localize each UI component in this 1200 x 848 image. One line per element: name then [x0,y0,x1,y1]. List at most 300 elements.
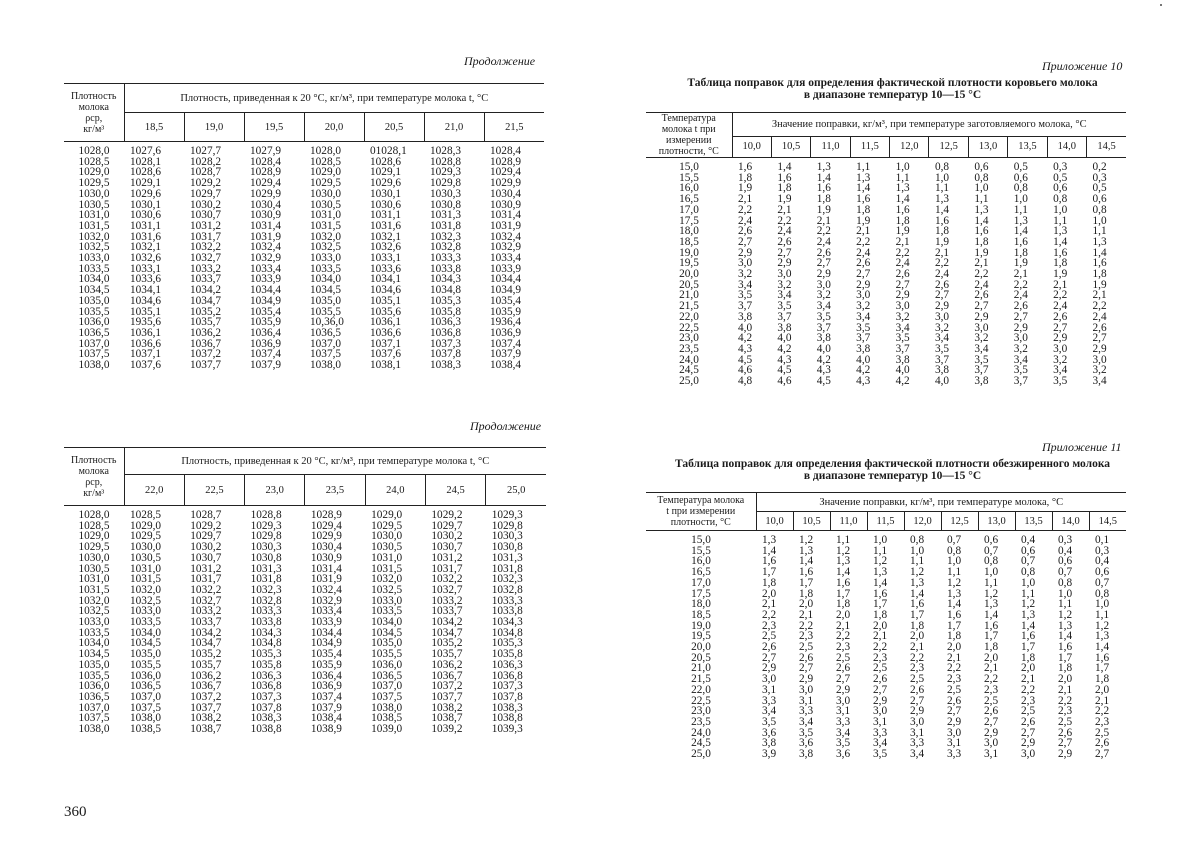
value-cell: 2,3 [910,662,925,675]
value-cell: 2,7 [895,278,910,291]
value-cell: 1035,9 [250,316,282,329]
value-cell: 2,6 [1021,715,1036,728]
value-cell: 1028,6 [370,155,402,168]
value-cell: 1037,3 [491,680,523,693]
value-cell: 1,4 [1058,630,1073,643]
row-label-cell: 1035,5 [78,305,110,318]
row-label-cell: 24,5 [691,737,711,750]
value-cell: 2,3 [984,683,999,696]
first-column-header [64,448,124,506]
value-cell: 1033,0 [130,605,162,618]
value-cell: 2,6 [738,225,753,238]
value-cell: 2,9 [934,300,950,313]
value-cell: 1,1 [984,576,999,589]
value-cell: 2,2 [1021,683,1036,696]
value-cell: 1038,5 [371,712,403,725]
row-label-cell: 15,0 [691,534,711,546]
value-cell: 2,1 [947,651,962,664]
value-cell: 1029,7 [190,187,222,200]
value-cell: 1031,4 [490,209,522,222]
value-cell: 3,2 [816,289,831,302]
value-cell: 1029,3 [491,509,523,521]
value-cell: 1,6 [738,161,753,173]
value-cell: 2,6 [910,683,925,696]
value-cell: 1029,9 [250,187,282,200]
value-cell: 1,2 [1058,608,1073,621]
value-cell: 0,7 [1095,576,1110,589]
value-cell: 2,4 [1013,289,1028,302]
value-cell: 2,1 [1095,694,1110,707]
value-cell: 1036,3 [430,316,462,329]
column-header: 11,0 [830,512,867,531]
value-cell: 1036,6 [370,326,402,339]
value-cell: 1,3 [836,555,851,568]
value-cell: 4,0 [738,321,753,334]
value-cell: 3,5 [895,332,910,345]
value-cell: 3,8 [762,737,777,750]
value-cell: 1027,6 [130,145,162,157]
column-header: 23,0 [245,475,305,506]
value-cell: 2,9 [1021,737,1036,750]
table-row [646,376,1126,387]
value-cell: 1034,0 [310,273,342,286]
value-cell: 1036,7 [190,337,222,350]
value-cell: 2,7 [1013,310,1028,323]
table-row [646,205,1126,216]
value-cell: 1037,2 [431,680,463,693]
value-cell: 0,4 [1021,534,1036,546]
value-cell: 0,6 [974,161,989,173]
row-label-cell: 1032,5 [78,605,110,618]
value-cell: 1028,6 [130,166,162,179]
value-cell: 3,2 [1053,353,1068,366]
value-cell: 1032,5 [130,594,162,607]
value-cell: 3,2 [895,310,910,323]
row-label-cell: 20,5 [679,278,699,291]
table4 [646,492,1126,760]
value-cell: 1029,1 [370,166,402,179]
value-cell: 1036,6 [130,337,162,350]
value-cell: 1037,6 [130,359,162,372]
table4-caption: Приложение 11 [1042,440,1122,454]
value-cell: 3,3 [836,715,851,728]
value-cell: 1,8 [1092,268,1107,281]
first-column-header-line: плотности, °С [670,517,731,528]
value-cell: 1036,9 [250,337,282,350]
value-cell: 1,9 [1053,268,1068,281]
value-cell: 1036,1 [130,326,162,339]
value-cell: 1,3 [1021,608,1036,621]
group-header: Значение поправки, кг/м³, при температуре заготовляемого молока, °С [732,113,1126,137]
value-cell: 3,5 [974,353,989,366]
value-cell: 2,2 [895,246,910,259]
value-cell: 1,2 [836,544,851,557]
value-cell: 1,8 [1021,651,1036,664]
value-cell: 1,8 [738,171,753,184]
value-cell: 2,4 [895,257,910,270]
value-cell: 3,0 [816,278,831,291]
value-cell: 3,4 [856,310,871,323]
value-cell: 1,3 [910,576,925,589]
row-label-cell: 18,0 [691,598,711,611]
first-column-header-line: Плотность [71,454,117,466]
value-cell: 3,4 [1013,353,1028,366]
value-cell: 1034,3 [430,273,462,286]
value-cell: 2,0 [947,641,962,654]
row-label-cell: 1034,0 [78,637,110,650]
row-label-cell: 19,0 [691,619,711,632]
value-cell: 1,6 [762,555,777,568]
value-cell: 1036,5 [130,680,162,693]
value-cell: 1032,7 [431,583,463,596]
value-cell: 1028,5 [310,155,342,168]
value-cell: 2,1 [777,203,792,216]
first-column-header-line: ρср, [85,112,103,124]
value-cell: 1,7 [873,598,888,611]
value-cell: 3,7 [816,321,831,334]
value-cell: 3,4 [816,300,831,313]
value-cell: 1036,0 [130,669,162,682]
value-cell: 1028,0 [310,145,342,157]
value-cell: 3,2 [974,332,989,345]
row-label-cell: 23,5 [679,342,699,355]
value-cell: 1033,6 [130,273,162,286]
table3-title [660,77,1125,101]
value-cell: 1033,7 [431,605,463,618]
t4-grid [646,492,1126,760]
group-header: Значение поправки, кг/м³, при температуре молока, °С [756,493,1126,512]
value-cell: 1038,3 [250,712,282,725]
value-cell: 1035,1 [130,305,162,318]
value-cell: 0,6 [1013,171,1028,184]
value-cell: 1037,7 [190,701,222,714]
value-cell: 1035,2 [190,305,222,318]
value-cell: 1031,4 [250,219,282,232]
value-cell: 1028,9 [310,509,342,521]
value-cell: 1,4 [1092,246,1107,259]
value-cell: 1031,4 [310,562,342,575]
value-cell: 1037,6 [370,348,402,361]
value-cell: 1,7 [1095,662,1110,675]
value-cell: 1037,0 [371,680,403,693]
value-cell: 2,4 [816,235,831,248]
value-cell: 1,8 [799,587,814,600]
value-cell: 2,9 [910,705,925,718]
value-cell: 1034,2 [431,616,463,629]
value-cell: 2,9 [738,246,753,259]
row-label-cell: 1029,0 [78,530,110,543]
value-cell: 2,9 [799,673,814,686]
column-header: 19,5 [244,113,304,142]
value-cell: 1,1 [910,555,925,568]
value-cell: 1037,4 [310,690,342,703]
value-cell: 2,6 [799,651,814,664]
first-column-header-line: молока t при [661,124,716,135]
value-cell: 1030,0 [130,541,162,554]
value-cell: 1031,2 [190,219,222,232]
value-cell: 1,8 [1013,246,1028,259]
column-header: 11,5 [867,512,904,531]
value-cell: 0,8 [1013,182,1028,195]
value-cell: 2,7 [1095,748,1110,761]
value-cell: 1,9 [1092,278,1107,291]
value-cell: 3,0 [836,694,851,707]
first-column-header [646,113,732,158]
row-label-cell: 18,0 [679,225,699,238]
value-cell: 3,7 [934,353,950,366]
table1 [64,83,544,371]
value-cell: 1029,5 [371,519,403,532]
value-cell: 2,1 [895,235,910,248]
value-cell: 1030,9 [310,551,342,564]
value-cell: 1036,8 [430,326,462,339]
value-cell: 0,6 [1058,555,1073,568]
value-cell: 2,3 [799,630,814,643]
column-header: 13,0 [978,512,1015,531]
value-cell: 1034,7 [431,626,463,639]
value-cell: 1033,5 [371,605,403,618]
table4-title [660,458,1125,482]
row-label-cell: 1032,5 [78,241,110,254]
value-cell: 1031,0 [130,562,162,575]
row-label-cell: 23,0 [691,705,711,718]
value-cell: 1032,9 [250,252,282,265]
value-cell: 1,3 [1092,235,1107,248]
value-cell: 2,0 [910,630,925,643]
row-label-cell: 21,0 [679,289,699,302]
value-cell: 1034,5 [130,637,162,650]
value-cell: 4,5 [777,364,792,377]
value-cell: 1031,9 [490,219,522,232]
value-cell: 1038,8 [491,712,523,725]
value-cell: 1033,7 [190,273,222,286]
value-cell: 3,2 [777,278,792,291]
row-label-cell: 1033,0 [78,252,110,265]
value-cell: 1031,7 [190,230,222,243]
value-cell: 1,6 [1013,235,1028,248]
row-label-cell: 1033,5 [78,262,110,275]
value-cell: 1035,2 [431,637,463,650]
value-cell: 3,1 [873,715,888,728]
value-cell: 1028,9 [250,166,282,179]
value-cell: 4,2 [816,353,831,366]
value-cell: 1038,5 [130,723,162,736]
value-cell: 1030,5 [130,551,162,564]
column-header: 24,0 [365,475,425,506]
value-cell: 2,0 [836,608,851,621]
row-label-cell: 15,0 [679,161,699,173]
value-cell: 1033,8 [430,262,462,275]
row-label-cell: 23,5 [691,715,711,728]
value-cell: 2,3 [836,641,851,654]
value-cell: 1,1 [974,193,989,206]
value-cell: 2,2 [947,662,962,675]
value-cell: 2,9 [895,289,910,302]
value-cell: 2,7 [799,662,814,675]
value-cell: 3,0 [873,705,888,718]
value-cell: 1,6 [799,566,814,579]
value-cell: 3,7 [1013,375,1028,388]
value-cell: 2,6 [1053,310,1068,323]
value-cell: 1033,9 [250,273,282,286]
value-cell: 1030,4 [250,198,282,211]
value-cell: 1035,2 [190,648,222,661]
value-cell: 1032,6 [370,241,402,254]
value-cell: 3,2 [1013,342,1028,355]
value-cell: 2,1 [816,214,831,227]
value-cell: 1,6 [1095,651,1110,664]
value-cell: 1,2 [1095,619,1110,632]
value-cell: 2,2 [738,203,753,216]
row-label-cell: 1029,0 [78,166,110,179]
value-cell: 2,2 [1053,289,1068,302]
column-header: 14,0 [1047,136,1086,157]
value-cell: 2,4 [856,246,871,259]
value-cell: 0,8 [947,544,962,557]
value-cell: 1035,9 [310,658,342,671]
value-cell: 3,5 [856,321,871,334]
value-cell: 4,6 [777,375,792,388]
value-cell: 1038,7 [431,712,463,725]
value-cell: 1037,8 [430,348,462,361]
value-cell: 2,1 [762,598,777,611]
value-cell: 3,0 [777,268,792,281]
column-header: 12,0 [904,512,941,531]
value-cell: 2,2 [1058,694,1073,707]
row-label-cell: 21,5 [691,673,711,686]
first-column-header-line: молока [78,101,109,113]
value-cell: 4,5 [738,353,753,366]
value-cell: 1029,1 [130,177,162,190]
value-cell: 2,7 [856,268,871,281]
value-cell: 1037,7 [431,690,463,703]
value-cell: 0,4 [1095,555,1110,568]
value-cell: 1,4 [762,544,777,557]
column-header: 13,0 [968,136,1007,157]
value-cell: 1033,2 [190,605,222,618]
value-cell: 1032,9 [490,241,522,254]
value-cell: 1036,3 [491,658,523,671]
value-cell: 2,7 [947,705,962,718]
value-cell: 1,8 [934,225,950,238]
value-cell: 0,8 [1021,566,1036,579]
value-cell: 2,3 [1021,694,1036,707]
value-cell: 1,3 [762,534,777,546]
value-cell: 2,6 [947,694,962,707]
value-cell: 1,4 [777,161,792,173]
row-label-cell: 1036,0 [78,316,110,329]
value-cell: 2,5 [910,673,925,686]
value-cell: 1034,4 [250,284,282,297]
value-cell: 1037,8 [250,701,282,714]
value-cell: 1030,5 [310,198,342,211]
value-cell: 1036,5 [310,326,342,339]
value-cell: 2,0 [1058,673,1073,686]
value-cell: 2,5 [762,630,777,643]
value-cell: 1,7 [947,619,962,632]
value-cell: 3,0 [1092,353,1107,366]
row-label-cell: 15,5 [691,544,711,557]
value-cell: 1033,3 [491,594,523,607]
row-label-cell: 1036,5 [78,326,110,339]
value-cell: 1,7 [836,587,851,600]
value-cell: 1029,0 [310,166,342,179]
value-cell: 2,4 [777,225,792,238]
value-cell: 1035,0 [310,294,342,307]
value-cell: 3,0 [895,300,910,313]
value-cell: 1035,4 [310,648,342,661]
value-cell: 1033,4 [250,262,282,275]
value-cell: 1935,6 [130,316,162,329]
value-cell: 2,5 [873,662,888,675]
value-cell: 2,9 [1013,321,1028,334]
column-header: 20,0 [304,113,364,142]
value-cell: 4,8 [738,375,753,388]
value-cell: 3,2 [1092,364,1107,377]
value-cell: 4,0 [895,364,910,377]
first-column-header-line: t при измерении [666,506,736,517]
table-row [64,189,544,200]
value-cell: 1,6 [934,214,950,227]
value-cell: 3,1 [910,726,925,739]
value-cell: 1036,1 [370,316,402,329]
value-cell: 1029,8 [491,519,523,532]
value-cell: 1038,3 [430,359,462,372]
value-cell: 1035,3 [250,648,282,661]
column-header: 10,0 [732,136,771,157]
value-cell: 1031,5 [310,219,342,232]
value-cell: 1,4 [1053,235,1068,248]
value-cell: 0,2 [1092,161,1107,173]
value-cell: 1033,9 [310,616,342,629]
value-cell: 1,3 [1058,619,1073,632]
value-cell: 2,6 [762,641,777,654]
value-cell: 4,2 [777,342,792,355]
value-cell: 1037,0 [130,690,162,703]
value-cell: 1029,9 [310,530,342,543]
value-cell: 1,2 [873,555,888,568]
value-cell: 1,0 [1092,214,1107,227]
value-cell: 1,3 [947,587,962,600]
value-cell: 2,9 [873,694,888,707]
value-cell: 1,0 [1013,193,1028,206]
value-cell: 3,5 [777,300,792,313]
value-cell: 3,1 [947,737,962,750]
value-cell: 3,4 [777,289,792,302]
row-label-cell: 20,0 [679,268,699,281]
value-cell: 3,7 [777,310,792,323]
value-cell: 1034,4 [490,273,522,286]
value-cell: 3,0 [934,310,950,323]
value-cell: 0,8 [1058,576,1073,589]
value-cell: 2,2 [816,225,831,238]
value-cell: 1030,8 [250,551,282,564]
value-cell: 1,6 [816,182,831,195]
value-cell: 4,3 [738,342,753,355]
value-cell: 1030,0 [371,530,403,543]
value-cell: 1032,4 [490,230,522,243]
value-cell: 3,8 [856,342,871,355]
value-cell: 1,8 [947,630,962,643]
value-cell: 4,0 [816,342,831,355]
value-cell: 3,2 [934,321,950,334]
value-cell: 1034,6 [370,284,402,297]
value-cell: 1032,8 [250,594,282,607]
value-cell: 4,0 [777,332,792,345]
value-cell: 2,2 [762,608,777,621]
value-cell: 3,0 [1053,342,1068,355]
value-cell: 1030,3 [250,541,282,554]
